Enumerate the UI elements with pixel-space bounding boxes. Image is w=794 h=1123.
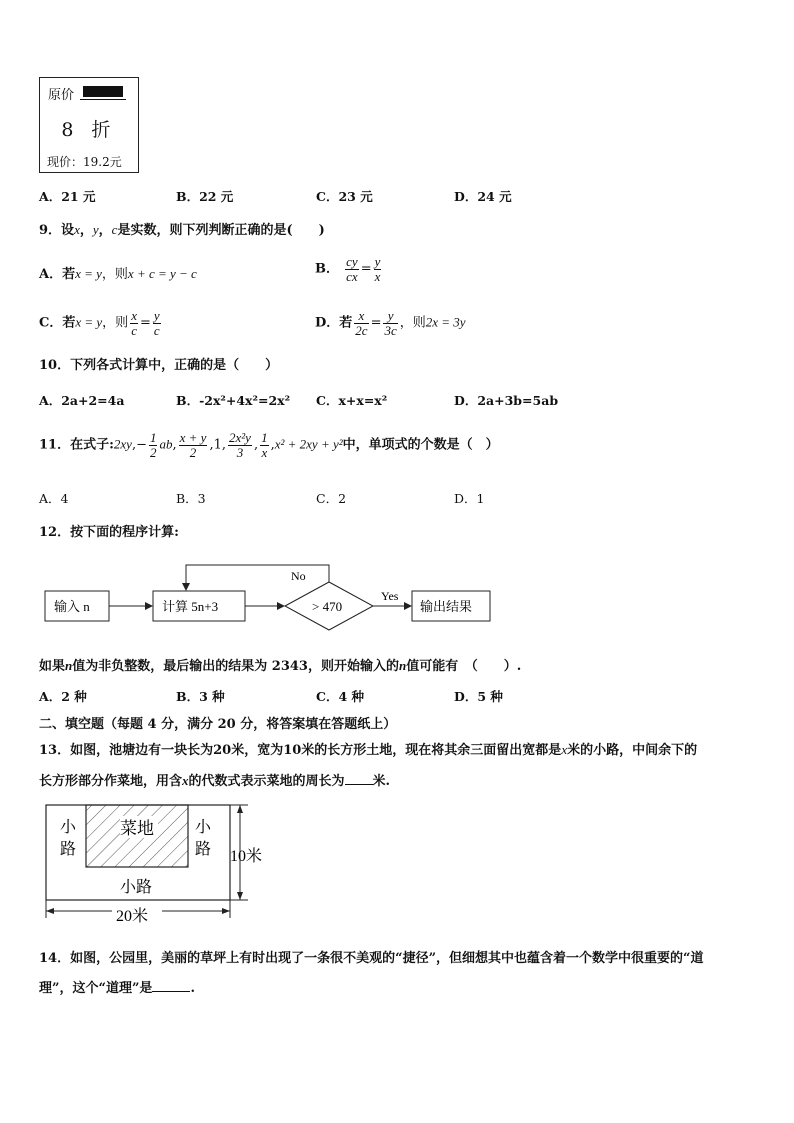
flow-output-label: 输出结果 (420, 599, 473, 614)
q11-option-b: B．3 (176, 491, 206, 506)
q12-option-a: A．2 种 (39, 689, 87, 704)
q10-option-c: C．x+x=x² (316, 393, 388, 408)
q8-option-d: D．24 元 (454, 189, 512, 204)
flow-cond-label: > 470 (312, 599, 343, 614)
path-bottom-label: 小路 (120, 877, 153, 896)
q12-option-c: C．4 种 (316, 689, 364, 704)
q12-option-b: B．3 种 (176, 689, 225, 704)
q9-option-d: D．若 $\frac{x}{2c}$ = $\frac{y}{3c}$ ，则2x = 3y (315, 308, 466, 338)
q13-line-2: 长方形部分作菜地，用含x的代数式表示菜地的周长为 米. (39, 773, 391, 789)
redacted-price (83, 86, 123, 97)
q10-option-b: B．-2x²+4x²=2x² (176, 393, 291, 408)
q13-field-figure (40, 800, 280, 930)
q9-stem: 9．设x，y，c是实数，则下列判断正确的是( ) (39, 222, 325, 238)
q11-option-d: D．1 (454, 491, 485, 506)
width-label: 20米 (116, 908, 149, 925)
q13-line-1: 13．如图，池塘边有一块长为20米，宽为10米的长方形土地，现在将其余三面留出宽都是x米的小路，中间余下的 (39, 742, 698, 758)
discount-text: 8 折 (61, 119, 117, 141)
q9-option-c: C．若x = y，则 $\frac{x}{c}$ = $\frac{y}{c}$ (39, 308, 160, 338)
q14-line-2: 理”，这个“道理”是 . (39, 981, 195, 996)
q13-answer-blank (345, 784, 373, 785)
q12-stem: 12．按下面的程序计算: (39, 525, 179, 540)
q8-option-a: A．21 元 (39, 189, 96, 204)
q10-option-a: A．2a+2=4a (39, 393, 125, 408)
path-right-label-1: 小 (195, 817, 212, 836)
section-title-fill-in: 二、填空题（每题 4 分，满分 20 分，将答案填在答题纸上） (39, 717, 397, 732)
flow-calc-label: 计算 5n+3 (162, 599, 219, 614)
price-tag-figure (39, 77, 139, 173)
q12-option-d: D．5 种 (454, 689, 503, 704)
flow-yes-label: Yes (381, 589, 399, 603)
q10-option-d: D．2a+3b=5ab (454, 393, 559, 408)
q12-flowchart (30, 555, 510, 640)
current-price: 现价：19.2元 (47, 155, 122, 169)
price-underline (80, 99, 126, 100)
garden-label: 菜地 (120, 819, 154, 839)
path-right-label-2: 路 (195, 839, 212, 858)
flow-input-label: 输入 n (54, 599, 90, 614)
q11-stem: 11．在式子:2xy,− $\frac{1}{2}$ ab, $\frac{x + y}{2}$ ,1, $\frac{\text{2x²y}}{3}$ , $\frac{1}{x}$ ,x² + 2xy + y²中，单项式的个数是（ ） (39, 430, 499, 460)
path-left-label-2: 路 (60, 839, 77, 858)
q8-option-c: C．23 元 (316, 189, 373, 204)
q8-option-b: B．22 元 (176, 189, 234, 204)
q12-question-text: 如果n值为非负整数，最后输出的结果为 2343，则开始输入的n值可能有 （ ）. (39, 658, 522, 674)
path-left-label-1: 小 (60, 817, 77, 836)
original-price-label: 原价 (48, 88, 75, 103)
q11-option-a: A．4 (39, 491, 69, 506)
q9-option-a: A．若x = y，则x + c = y − c (39, 266, 197, 282)
q9-option-b: B． $\frac{cy}{cx}$ = $\frac{y}{x}$ (315, 254, 381, 284)
q14-line-1: 14．如图，公园里，美丽的草坪上有时出现了一条很不美观的“捷径”，但细想其中也蕴含着一个数学中很重要的“道 (39, 951, 704, 966)
q11-option-c: C．2 (316, 491, 347, 506)
height-label: 10米 (230, 848, 263, 865)
flow-no-label: No (291, 569, 306, 583)
q10-stem: 10．下列各式计算中，正确的是（ ） (39, 358, 279, 373)
q14-answer-blank (152, 991, 190, 992)
